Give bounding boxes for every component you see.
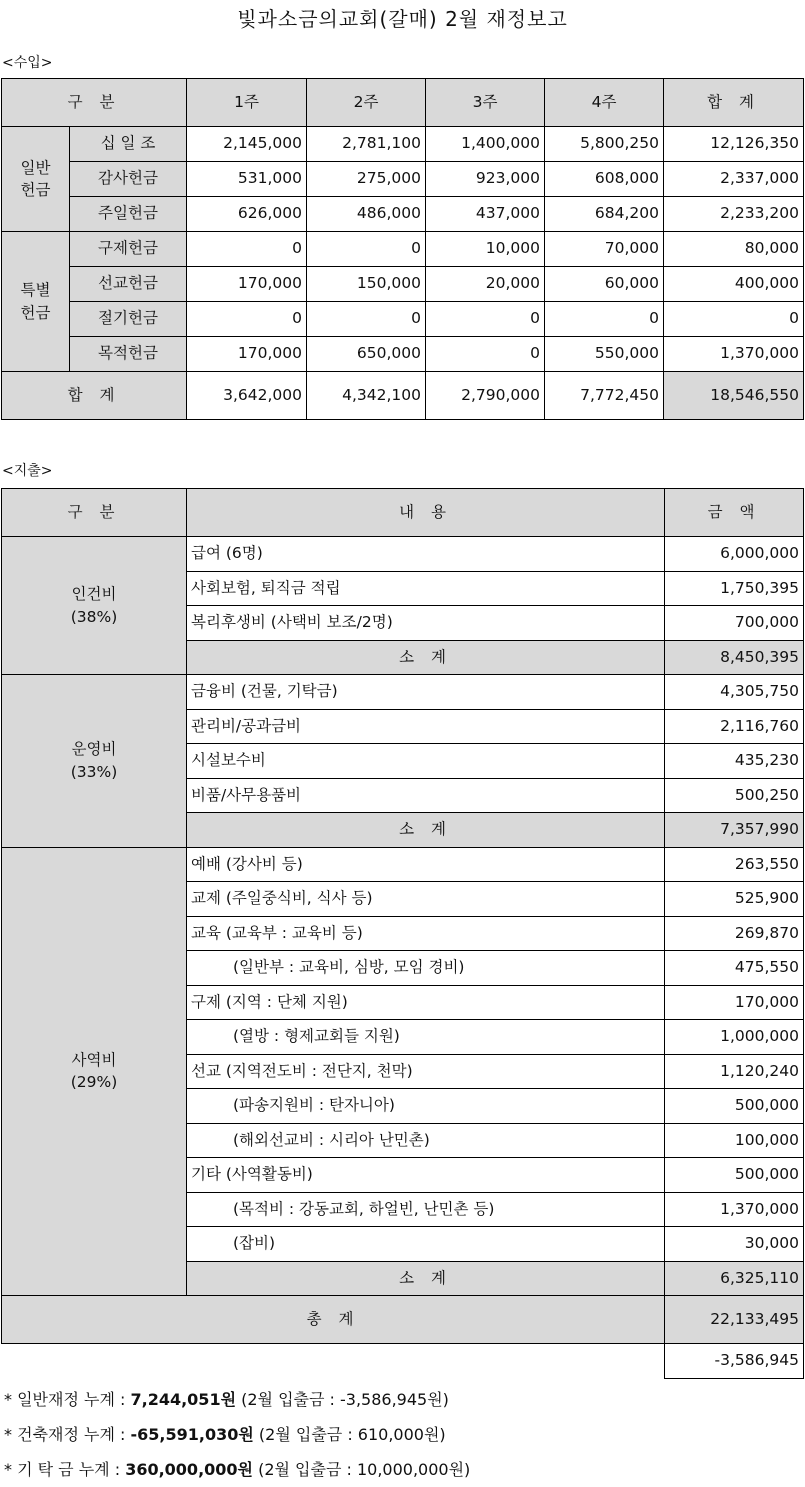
expense-content: 교제 (주일중식비, 식사 등) [187, 882, 665, 917]
income-row [2, 232, 804, 267]
expense-amount: 525,900 [665, 882, 804, 917]
income-row-total: 1,370,000 [664, 337, 804, 372]
income-cell: 60,000 [545, 267, 664, 302]
income-cell: 275,000 [307, 162, 426, 197]
note-building-fund [4, 1417, 470, 1452]
income-cell: 531,000 [187, 162, 307, 197]
income-row [2, 267, 804, 302]
income-row-total: 400,000 [664, 267, 804, 302]
expense-amount: 500,000 [665, 1158, 804, 1193]
expense-header-row [2, 489, 804, 537]
income-cell: 70,000 [545, 232, 664, 267]
expense-grand-total: 22,133,495 [665, 1296, 804, 1344]
income-cell: 5,800,250 [545, 127, 664, 162]
expense-amount: 1,750,395 [665, 571, 804, 606]
income-cell: 0 [545, 302, 664, 337]
income-row-name: 선교헌금 [70, 267, 187, 302]
expense-amount: 700,000 [665, 606, 804, 641]
note-value: 7,244,051원 [130, 1390, 237, 1409]
expense-content: 선교 (지역전도비 : 전단지, 천막) [187, 1054, 665, 1089]
income-cell: 626,000 [187, 197, 307, 232]
income-table [1, 78, 804, 420]
income-header-w4: 4주 [545, 79, 664, 127]
expense-subtotal: 7,357,990 [665, 813, 804, 848]
income-cell: 2,145,000 [187, 127, 307, 162]
income-header-w3: 3주 [426, 79, 545, 127]
income-cell: 0 [307, 302, 426, 337]
income-sum-cell: 4,342,100 [307, 372, 426, 420]
expense-amount: 500,250 [665, 778, 804, 813]
expense-content: (해외선교비 : 시리아 난민촌) [187, 1123, 665, 1158]
expense-subtotal-label: 소 계 [187, 640, 665, 675]
expense-group-operations: 운영비 (33%) [2, 675, 187, 848]
income-cell: 0 [426, 302, 545, 337]
income-row [2, 302, 804, 337]
income-cell: 0 [187, 232, 307, 267]
expense-header-amount: 금 액 [665, 489, 804, 537]
income-cell: 650,000 [307, 337, 426, 372]
note-label: * 일반재정 누계 : [4, 1390, 131, 1409]
expense-content: (일반부 : 교육비, 심방, 모임 경비) [187, 951, 665, 986]
expense-subtotal: 6,325,110 [665, 1261, 804, 1296]
income-cell: 437,000 [426, 197, 545, 232]
income-group-general: 일반 헌금 [2, 127, 70, 232]
income-cell: 608,000 [545, 162, 664, 197]
expense-group-personnel: 인건비 (38%) [2, 537, 187, 675]
income-row-total: 2,337,000 [664, 162, 804, 197]
income-row [2, 197, 804, 232]
income-row-total: 2,233,200 [664, 197, 804, 232]
income-cell: 0 [307, 232, 426, 267]
income-cell: 170,000 [187, 337, 307, 372]
income-row [2, 337, 804, 372]
income-cell: 150,000 [307, 267, 426, 302]
income-cell: 20,000 [426, 267, 545, 302]
expense-content: 금융비 (건물, 기탁금) [187, 675, 665, 710]
expense-amount: 1,120,240 [665, 1054, 804, 1089]
expense-content: 관리비/공과금비 [187, 709, 665, 744]
note-detail: (2월 입출금 : 610,000원) [253, 1425, 446, 1444]
income-row-total: 80,000 [664, 232, 804, 267]
expense-amount: 500,000 [665, 1089, 804, 1124]
expense-content: 기타 (사역활동비) [187, 1158, 665, 1193]
expense-amount: 475,550 [665, 951, 804, 986]
expense-content: 사회보험, 퇴직금 적립 [187, 571, 665, 606]
expense-amount: 263,550 [665, 847, 804, 882]
expense-header-category: 구 분 [2, 489, 187, 537]
income-row-name: 목적헌금 [70, 337, 187, 372]
income-cell: 10,000 [426, 232, 545, 267]
expense-amount: 100,000 [665, 1123, 804, 1158]
note-detail: (2월 입출금 : 10,000,000원) [253, 1460, 471, 1479]
income-cell: 486,000 [307, 197, 426, 232]
expense-content: 복리후생비 (사택비 보조/2명) [187, 606, 665, 641]
income-cell: 2,781,100 [307, 127, 426, 162]
expense-content: 비품/사무용품비 [187, 778, 665, 813]
note-general-fund [4, 1382, 470, 1417]
income-section-label: <수입> [2, 55, 53, 71]
expense-grand-total-label: 총 계 [2, 1296, 665, 1344]
expense-content: (열방 : 형제교회들 지원) [187, 1020, 665, 1055]
expense-content: 시설보수비 [187, 744, 665, 779]
income-cell: 684,200 [545, 197, 664, 232]
income-header-category: 구 분 [2, 79, 187, 127]
income-row [2, 127, 804, 162]
income-cell: 1,400,000 [426, 127, 545, 162]
income-row-name: 구제헌금 [70, 232, 187, 267]
expense-content: 구제 (지역 : 단체 지원) [187, 985, 665, 1020]
income-cell: 0 [187, 302, 307, 337]
expense-amount: 1,000,000 [665, 1020, 804, 1055]
expense-amount: 4,305,750 [665, 675, 804, 710]
income-sum-label: 합 계 [2, 372, 187, 420]
expense-amount: 435,230 [665, 744, 804, 779]
note-value: 360,000,000원 [125, 1460, 253, 1479]
expense-grand-total-row [2, 1296, 804, 1344]
expense-section-label: <지출> [2, 463, 53, 479]
expense-content: (목적비 : 강동교회, 하얼빈, 난민촌 등) [187, 1192, 665, 1227]
income-cell: 550,000 [545, 337, 664, 372]
expense-subtotal-label: 소 계 [187, 1261, 665, 1296]
income-header-total: 합 계 [664, 79, 804, 127]
page-title: 빛과소금의교회(갈매) 2월 재정보고 [237, 7, 568, 31]
expense-amount: 269,870 [665, 916, 804, 951]
income-sum-cell: 7,772,450 [545, 372, 664, 420]
note-detail: (2월 입출금 : -3,586,945원) [236, 1390, 449, 1409]
expense-content: 예배 (강사비 등) [187, 847, 665, 882]
income-row [2, 162, 804, 197]
income-cell: 923,000 [426, 162, 545, 197]
income-sum-row [2, 372, 804, 420]
notes [4, 1382, 470, 1487]
note-label: * 기 탁 금 누계 : [4, 1460, 126, 1479]
difference-row [2, 1344, 804, 1379]
expense-content: 급여 (6명) [187, 537, 665, 572]
expense-amount: 2,116,760 [665, 709, 804, 744]
income-row-name: 주일헌금 [70, 197, 187, 232]
expense-row [2, 537, 804, 572]
expense-row [2, 847, 804, 882]
note-value: -65,591,030원 [130, 1425, 254, 1444]
expense-content: (잡비) [187, 1227, 665, 1262]
income-group-special: 특별 헌금 [2, 232, 70, 372]
expense-content: (파송지원비 : 탄자니아) [187, 1089, 665, 1124]
income-row-name: 십 일 조 [70, 127, 187, 162]
income-sum-cell: 3,642,000 [187, 372, 307, 420]
expense-amount: 30,000 [665, 1227, 804, 1262]
monthly-difference: -3,586,945 [665, 1344, 804, 1379]
income-header-w2: 2주 [307, 79, 426, 127]
expense-row [2, 675, 804, 710]
expense-amount: 1,370,000 [665, 1192, 804, 1227]
expense-table [1, 488, 804, 1379]
income-header-w1: 1주 [187, 79, 307, 127]
income-sum-cell: 2,790,000 [426, 372, 545, 420]
income-cell: 0 [426, 337, 545, 372]
expense-group-ministry: 사역비 (29%) [2, 847, 187, 1296]
expense-subtotal: 8,450,395 [665, 640, 804, 675]
income-row-total: 12,126,350 [664, 127, 804, 162]
expense-subtotal-label: 소 계 [187, 813, 665, 848]
income-grand-total: 18,546,550 [664, 372, 804, 420]
expense-content: 교육 (교육부 : 교육비 등) [187, 916, 665, 951]
income-header-row [2, 79, 804, 127]
income-cell: 170,000 [187, 267, 307, 302]
note-label: * 건축재정 누계 : [4, 1425, 131, 1444]
income-row-total: 0 [664, 302, 804, 337]
income-row-name: 감사헌금 [70, 162, 187, 197]
income-row-name: 절기헌금 [70, 302, 187, 337]
expense-amount: 6,000,000 [665, 537, 804, 572]
expense-header-content: 내 용 [187, 489, 665, 537]
note-deposit [4, 1452, 470, 1487]
expense-amount: 170,000 [665, 985, 804, 1020]
